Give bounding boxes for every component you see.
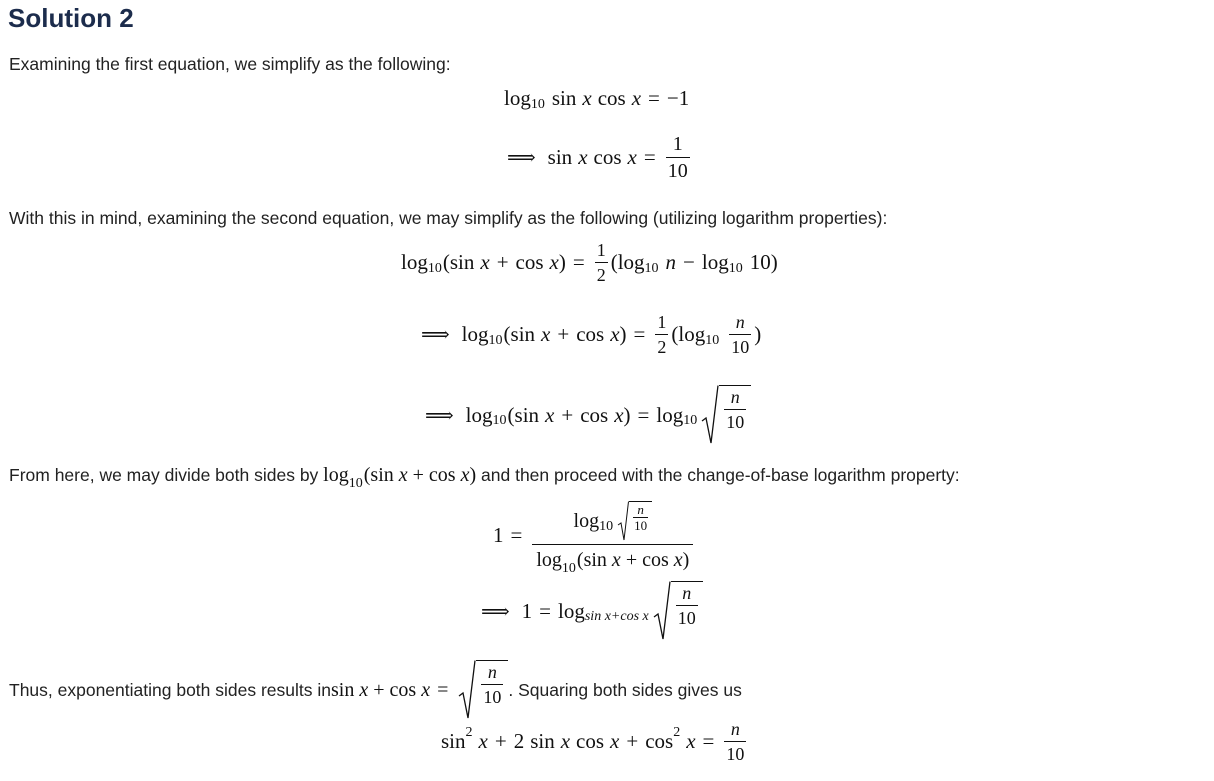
implies-symbol: ⟹ <box>507 147 536 169</box>
equation-sin-cos-fraction: ⟹ sin x cos x = $\frac{1}{10}$ <box>507 133 688 182</box>
fraction-n-over-ten: $\frac{n}{10}$ <box>731 312 750 357</box>
paragraph-second-equation: With this in mind, examining the second equation, we may simplify as the following (utilizing logarithm properties): <box>9 208 888 228</box>
paragraph-divide-both-sides: From here, we may divide both sides by $\log_{10}(\sin$ x + cos x) and then proceed with the change-of-base logarithm property: <box>9 464 960 491</box>
fraction-n-over-ten: $\frac{n}{10}$ <box>726 719 745 764</box>
square-root: $\frac{n}{10}$ <box>701 385 751 445</box>
equation-log-sum-sqrt: ⟹ log 10 ( sin x + cos x ) = log 10 $\frac{n}{10}$ <box>425 385 751 445</box>
solution-heading: Solution 2 <box>8 3 134 33</box>
equation-change-of-base-fraction: 1 = log 10 $\frac{n}{10}$ $\log_{10}(\sin$ x + cos x) <box>493 501 696 570</box>
radical-sign-icon <box>653 581 671 641</box>
square-root: $\frac{n}{10}$ <box>653 581 703 641</box>
square-root: $\frac{n}{10}$ <box>458 660 508 720</box>
fraction-one-tenth: $\frac{1}{10}$ <box>667 133 688 182</box>
equation-log-sum-half: log 10 ( sin x + cos x ) = $\frac{1}{2}$ ( log 10 n − log 10 10 ) <box>401 240 778 285</box>
implies-symbol: ⟹ <box>425 404 454 427</box>
fraction-one-half: $\frac{1}{2}$ <box>657 312 667 357</box>
paragraph-exponentiating: Thus, exponentiating both sides results in sin x + cos x = $\frac{n}{10}$ . Squaring both sides gives us <box>9 660 742 720</box>
paragraph-intro: Examining the first equation, we simplify as the following: <box>9 54 451 74</box>
implies-symbol: ⟹ <box>421 324 450 346</box>
fraction-log-quotient: log 10 $\frac{n}{10}$ $\log_{10}(\sin$ x + cos x) <box>532 501 693 570</box>
square-root-small: $\frac{n}{10}$ <box>617 501 652 541</box>
equation-log-sum-half-quotient: ⟹ log 10 ( sin x + cos x ) = $\frac{1}{2}$ ( log 10 $\frac{n}{10}$ ) <box>421 312 762 357</box>
inline-log-sum: $\log_{10}(\sin$ x + cos x) <box>323 464 477 491</box>
fraction-one-half: $\frac{1}{2}$ <box>596 240 606 285</box>
equation-log-base-sin-cos: ⟹ 1 = log sin x+cos x $\frac{n}{10}$ <box>481 581 703 641</box>
radical-sign-icon <box>458 660 476 720</box>
equation-squared-sum: sin 2 x + 2 sin x cos x + cos 2 x = $\frac{n}{10}$ <box>441 719 745 764</box>
implies-symbol: ⟹ <box>481 600 510 623</box>
radical-sign-icon <box>617 501 629 541</box>
equation-log-sin-cos: log 10 sin x cos x = −1 <box>504 86 690 112</box>
radical-sign-icon <box>701 385 719 445</box>
inline-sum-equals-sqrt: sin x + cos x = $\frac{n}{10}$ <box>331 660 508 720</box>
